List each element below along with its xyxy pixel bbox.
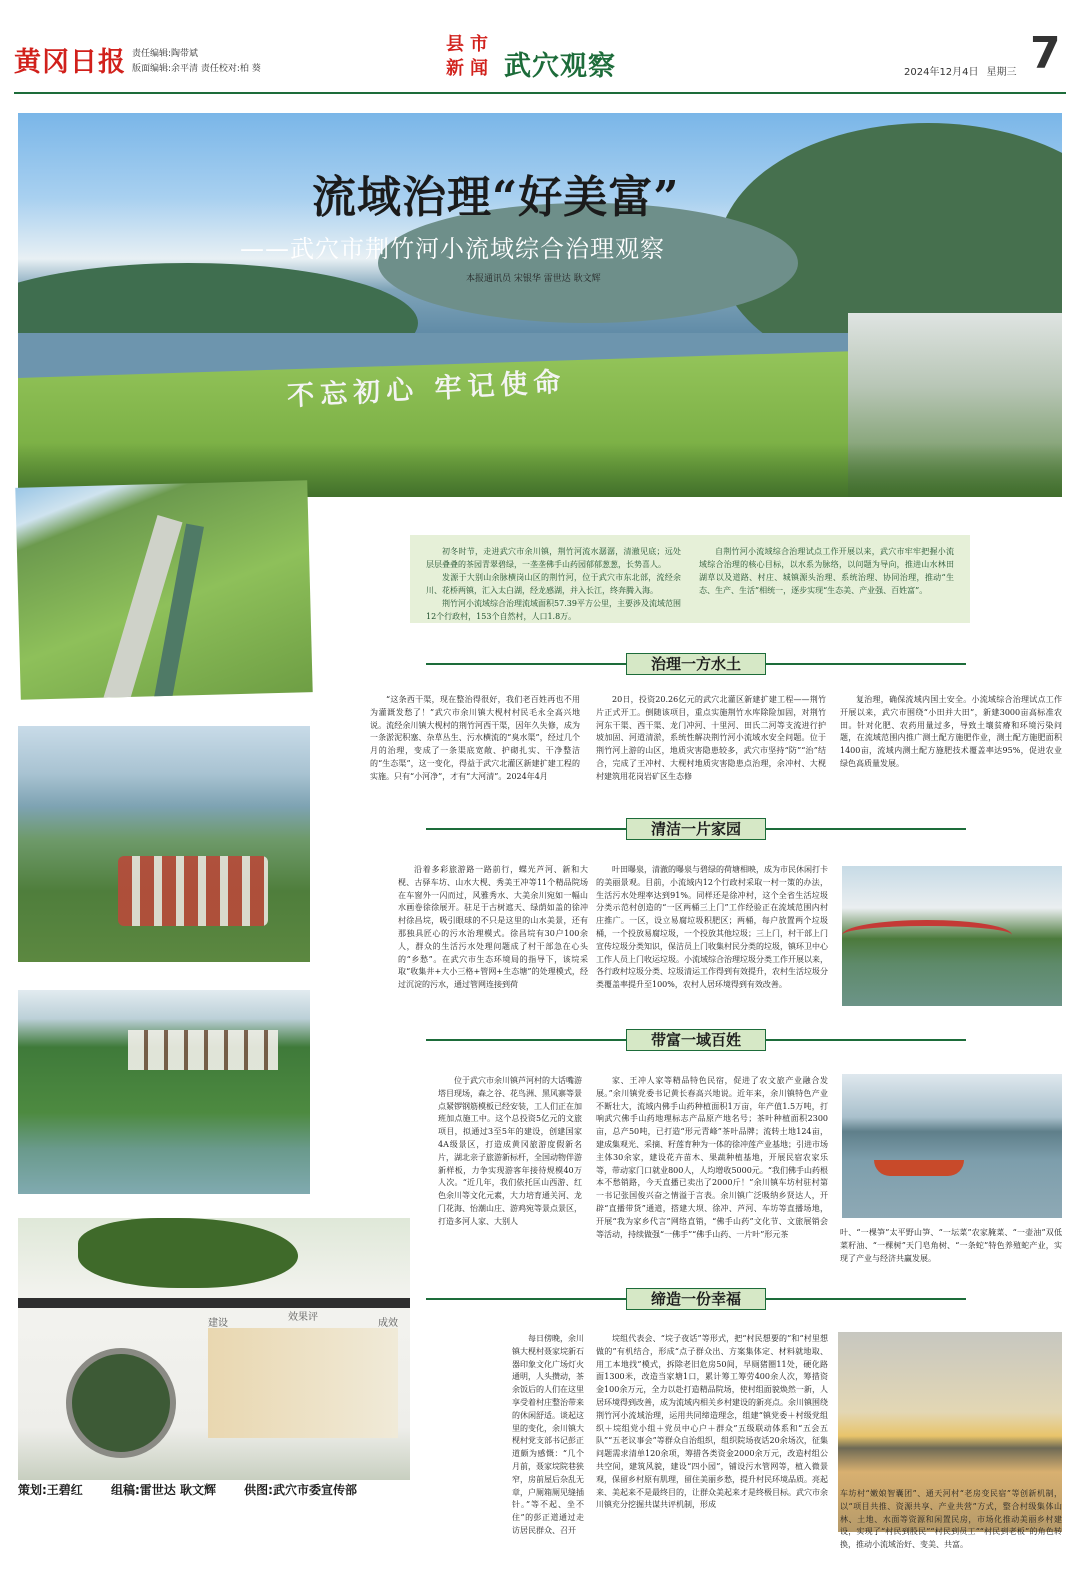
section-heading-2 — [426, 818, 966, 840]
editor-line-1: 责任编辑:陶带斌 — [132, 49, 199, 59]
seal-char: 市 — [470, 34, 488, 55]
boat — [874, 1160, 964, 1176]
intro-paragraph: 自荆竹河小流域综合治理试点工作开展以来，武穴市牢牢把握小流域综合治理的核心目标，以水系为脉络，以问题为导向，推进山水林田湖草以及道路、村庄、城镇源头治理、系统治理、协同治理，推动“生态、生产、生活”相统一，逐步实现“生态美、产业强、百姓富”。 — [699, 547, 954, 595]
section-1-col-1 — [370, 694, 580, 814]
intro-paragraph: 发源于大别山余脉横岗山区的荆竹河，位于武穴市东北部，流经余川、花桥两镇，汇入太白湖，经龙感湖，并入长江，终奔腾入海。 — [426, 573, 681, 595]
section-1-col-3 — [840, 694, 1062, 814]
paragraph: 20日，投资20.26亿元的武穴北灌区新建扩建工程——荆竹片正式开工。倒随该项目，重点实施荆竹水库除险加固，对荆竹河东干渠、西干渠、龙门冲河、十里河、田氏二河等支流进行护坡加固、河道清淤，系统性解决荆竹河小流域水安全问题。位于荆竹河上游的山区，地质灾害隐患较多，武穴市坚持“防”“治”结合，完成了王冲村、大枧村地质灾害隐患点治理，余冲村、大枧村建筑用花岗岩矿区生态修 — [596, 695, 826, 781]
newspaper-logo: 黄冈日报 — [14, 47, 126, 78]
section-2-col-1 — [398, 864, 588, 1006]
photo-canal-fields — [15, 480, 312, 700]
paragraph: 沿着多彩旅游路一路前行，蝶光芦河、新和大枧、古驿车坊、山水大枧、秀美王冲等11个精品院场在车窗外一闪而过，风雅秀水、大美余川宛如一幅山水画卷徐徐展开。驻足于古树遮天、绿荫如盖的徐冲村徐昌垸，吸引眼球的不只是这里的山水美景，还有那独具匠心的污水治理模式。徐昌垸有30户100余人，群众的生活污水处理问题成了村干部急在心头的“乡愁”。在武穴市生态环境局的指导下，该垸采取“收集井+大小三格+管网+生态塘”的处理模式，经过沉淀的污水，通过管网连接到荷 — [398, 865, 588, 990]
photo-red-bridge — [842, 866, 1062, 1006]
wall-roof — [18, 1298, 410, 1308]
section-heading-1 — [426, 653, 966, 675]
wall-text-2: 效果评 — [288, 1312, 318, 1323]
paragraph: 垸组代表会、“垸子夜话”等形式，把“村民想要的”和“村里想做的”有机结合，形成“点子群众出、方案集体定、材料就地取、用工本地找”模式，拆除老旧危房50间，早厕猪圈11处，硬化路面1300米，改造当家塘1口，累计筹工筹劳400余人次，筹措资金100余万元，全力以赴打造精品院场，使村组面貌焕然一新，人居环境得到改善，成为流域内相关乡村建设的新亮点。余川镇围绕荆竹河小流域治理，运用共同缔造理念，组建“镇党委＋村级党组织＋垸组党小组＋党员中心户＋群众”五级联动体系和“五会五队”“五老议事会”等群众自治组织，组织院场夜话20余场次，征集问题需求清单120余项，筹措各类资金2000余万元，改造村组公共空间，建筑风貌，建设“四小园”，铺设污水管网等，植入微景观，保留乡村原有肌理，留住美丽乡愁，提升村民环境品质。亮起来、美起来不是最终目的，让群众美起来才是终极目标。武穴市余川镇充分挖掘共谋共评机制，形成 — [596, 1334, 828, 1510]
county-news-seal — [441, 33, 493, 85]
masthead — [0, 0, 1080, 100]
dateline — [904, 63, 1017, 78]
page-number: 7 — [1030, 28, 1061, 79]
section-4-col-2 — [596, 1333, 828, 1563]
photo-moon-gate-wall — [18, 1218, 410, 1480]
wall-mural — [208, 1328, 398, 1438]
red-bridge — [842, 920, 1012, 950]
wall-text-3: 成效 — [378, 1318, 398, 1329]
section-title: 治理一方水土 — [626, 653, 766, 675]
byline: 本报通讯员 宋银华 雷世达 耿文辉 — [466, 274, 601, 284]
section-3-col-1 — [438, 1075, 582, 1265]
planner-credit: 策划:王碧红 — [18, 1483, 83, 1497]
paragraph: 家、王冲人家等精品特色民宿，促进了农文旅产业融合发展。”余川镇党委书记黄长春高兴地说。近年来，余川镇特色产业不断壮大，流域内佛手山药种植面积1万亩，年产值1.5万吨，打响武穴佛手山药地理标志产品原产地名号；茶叶种植面积2300亩，总产50吨，已打造“形元青峰”茶叶品牌；流转土地124亩，建成集观光、采摘、籽莲育种为一体的徐冲莲产业基地；引进市场主体30余家，建设花卉苗木、果蔬种植基地，开展民宿农家乐等，带动家门口就业800人，人均增收5000元。“我们佛手山药根本不愁销路，今天直播已卖出了2000斤！”余川镇车坊村驻村第一书记张国俊兴奋之情溢于言表。余川镇广泛吸纳乡贤达人，开辟“直播带货”通道，搭建大坝、徐冲、芦河、车坊等直播场地，开展“我为家乡代言”网络直销，“佛手山药”文化节、文旅展销会等活动，持续做强“一佛手”“佛手山药、一片叶”形元茶 — [596, 1076, 828, 1239]
intro-paragraph: 初冬时节，走进武穴市余川镇，荆竹河流水潺潺，清澈见底；远处层层叠叠的茶园青翠碧绿，一垄垄佛手山药园郁郁葱葱，长势喜人。 — [426, 547, 681, 569]
section-3-col-2 — [596, 1075, 828, 1265]
subheadline: ——武穴市荆竹河小流域综合治理观察 — [240, 235, 665, 263]
headline: 流域治理“好美富” — [312, 172, 680, 223]
paragraph: 每日傍晚，余川镇大枧村聂家垸新石器印象文化广场灯火通明，人头攒动，茶余饭后的人们在这里享受着村庄整治带来的休闲舒适。谈起这里的变化，余川镇大枧村党支部书记彭正道颇为感慨：“几个月前，聂家垸院巷狭窄，房前屋后杂乱无章，户厕箱厕见缝插针。”等不起、坐不住”的彭正道通过走访居民群众、召开 — [512, 1334, 584, 1535]
red-roof-houses — [118, 856, 268, 926]
section-title: 缔造一份幸福 — [626, 1288, 766, 1310]
wall-text-1: 建设 — [208, 1318, 228, 1329]
photo-boat-lake — [842, 1074, 1062, 1218]
section-title: 清洁一片家园 — [626, 818, 766, 840]
page-credits — [18, 1481, 438, 1501]
paragraph: 位于武穴市余川镇芦河村的大话嘴游塔目现场，森之谷、花鸟洲、黑风寨等景点紧锣钢筋模板已经安装，工人们正在加班加点施工中。这个总投资5亿元的文旅项目，拟通过3至5年的建设，创建国家4A级景区，打造成黄冈旅游度假新名片，湖北亲子旅游新标杆，全国动物伴游新样板，力争实现游客年接待规模40万人次。“近几年，我们依托匡山西游、红色余川等文化元素，大力培育通关河、龙门花海、怡潮山庄、游鸡宛等景点景区，打造多河人家、大别人 — [438, 1076, 582, 1226]
paragraph: “这条西干渠，现在整治得很好，我们老百姓再也不用为灌溉发愁了！”武穴市余川镇大枧村村民毛永全高兴地说。流经余川镇大枧村的荆竹河西干渠，因年久失修，成为一条淤泥积塞、杂草丛生、污水横流的“臭水渠”，经过几个月的治理，变成了一条渠底宽敞、护砌扎实、干净整洁的“生态渠”，这一变化，得益于武穴北灌区新建扩建工程的实施。只有“小河净”，才有“大河清”。2024年4月 — [370, 695, 580, 781]
section-heading-3 — [426, 1029, 966, 1051]
editor-credits — [132, 47, 261, 77]
section-name: 武穴观察 — [504, 51, 616, 82]
photo-island-village — [18, 990, 310, 1194]
section-heading-4 — [426, 1288, 966, 1310]
section-1-col-2 — [596, 694, 826, 814]
issue-weekday: 星期三 — [986, 67, 1017, 78]
intro-paragraph: 荆竹河小流域综合治理流域面积57.39平方公里，主要涉及流域范围12个行政村，153个自然村，人口1.8万。 — [426, 599, 681, 621]
section-4-col-1 — [512, 1333, 584, 1563]
intro-text — [426, 545, 954, 623]
editor-line-2: 版面编辑:余平清 责任校对:柏 葵 — [132, 64, 261, 74]
white-houses — [128, 1030, 278, 1070]
moon-gate — [66, 1348, 176, 1458]
pine-tree — [78, 1218, 298, 1288]
section-4-side-text: 车坊村“嫩娘智囊团”、通天河村“老房变民宿”等创新机制，以“项目共推、资源共享、产业共营”方式，整合村级集体山林、土地、水面等资源和闲置民房，市场化推动美丽乡村建设，实现了“村民到股民”“村民到员工”“村民到老板”的角色转换，推动小流域治好、变美、共富。 — [840, 1489, 1062, 1550]
lawn-slogan: 不忘初心 牢记使命 — [286, 366, 568, 413]
paragraph: 复治理，确保流域内国土安全。小流域综合治理试点工作开展以来，武穴市围绕“小田并大田”，新建3000亩高标准农田。针对化肥、农药用量过多，导致土壤贫瘠和环境污染问题，在流域范围内推广测土配方施肥作业，测土配方施肥面积1400亩，流域内测土配方施肥技术覆盖率达95%，促进农业绿色高质量发展。 — [840, 695, 1062, 768]
seal-char: 县 — [446, 34, 464, 55]
seal-char: 新 — [446, 58, 464, 79]
paragraph: 叶田曝泉，清澈的曝泉与碧绿的荷塘相映，成为市民休闲打卡的美丽景观。目前，小流域内12个行政村采取一村一策的办法，生活污水处理率达到91%。同样还是徐冲村，这个全省生活垃圾分类示范村创造的“一区两桶三上门”工作经验正在流域范围内村庄推广。一区，设立易腐垃圾积肥区；两桶，每户放置两个垃圾桶，一个投放易腐垃圾，一个投放其他垃圾；三上门，村干部上门宣传垃圾分类知识，保洁员上门收集村民分类的垃圾，镇环卫中心工作人员上门收运垃圾。小流域综合治理垃圾分类工作开展以来，各行政村垃圾分类、垃圾清运工作得到有效提升，农村生活垃圾分类覆盖率提升至100%，农村人居环境得到有效改善。 — [596, 865, 828, 990]
issue-date: 2024年12月4日 — [904, 67, 979, 78]
photo-credit: 供图:武穴市委宣传部 — [244, 1483, 357, 1497]
section-3-side-text: 叶、“一棵笋”太平野山笋、“一坛菜”农家腌菜、“一壶油”双低菜籽油、“一棵树”天门皂角树、“一条蛇”特色养殖蛇产业，实现了产业与经济共赢发展。 — [840, 1228, 1062, 1263]
intro-box — [410, 535, 970, 623]
header-divider — [14, 92, 1066, 94]
writer-credit: 组稿:雷世达 耿文辉 — [111, 1483, 216, 1497]
section-title: 带富一域百姓 — [626, 1029, 766, 1051]
section-2-col-2 — [596, 864, 828, 1006]
photo-lake-village — [18, 726, 310, 962]
seal-char: 闻 — [470, 58, 488, 79]
